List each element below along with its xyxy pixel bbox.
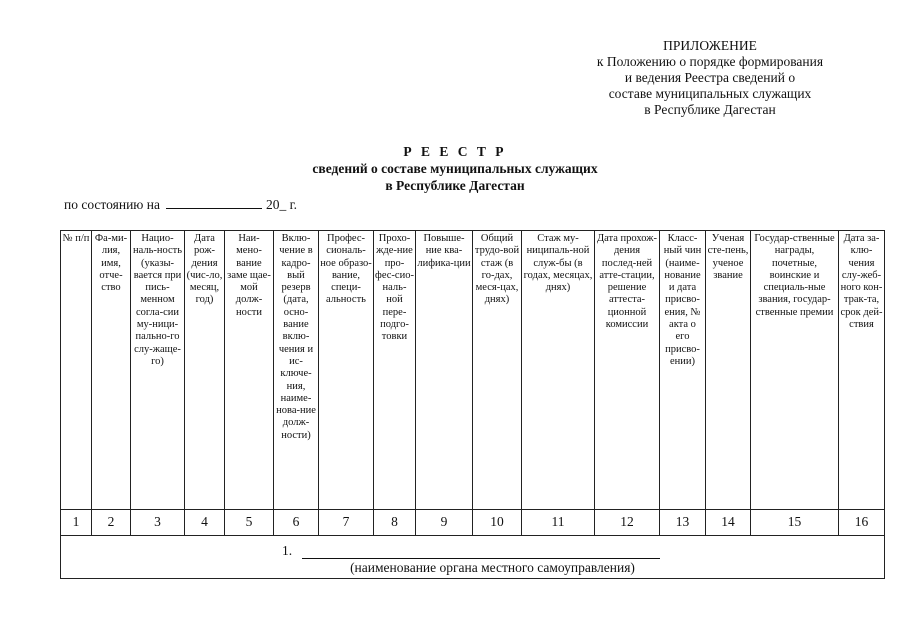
column-header: Дата прохож-дения послед-ней атте-стации, решение аттеста-ционной комиссии <box>595 231 660 510</box>
column-number: 8 <box>374 510 416 536</box>
column-number: 16 <box>839 510 885 536</box>
column-header: Фа-ми-лия, имя, отче-ство <box>92 231 131 510</box>
registry-table <box>60 230 885 579</box>
column-header: Стаж му-ниципаль-ной служ-бы (в годах, месяцах, днях) <box>522 231 595 510</box>
column-number: 2 <box>92 510 131 536</box>
column-header: Дата рож-дения (чис-ло, месяц, год) <box>185 231 225 510</box>
org-name-blank <box>302 558 660 559</box>
column-number: 4 <box>185 510 225 536</box>
org-name-line <box>61 543 884 561</box>
column-number: 9 <box>416 510 473 536</box>
column-number-row <box>61 510 885 536</box>
state-suffix: 20_ г. <box>265 197 297 212</box>
org-number: 1. <box>282 543 293 558</box>
column-number: 10 <box>473 510 522 536</box>
state-as-of-line <box>64 196 297 213</box>
column-header: Вклю-чение в кадро-вый резерв (дата, осно-вание вклю-чения и ис-ключе-ния, наиме-нова-ние долж-ности) <box>274 231 319 510</box>
appendix-line: составе муниципальных служащих <box>608 86 812 101</box>
column-number: 6 <box>274 510 319 536</box>
appendix-line: в Республике Дагестан <box>644 102 776 117</box>
column-number: 13 <box>660 510 706 536</box>
column-number: 7 <box>319 510 374 536</box>
appendix-line: к Положению о порядке формирования <box>596 54 824 69</box>
appendix-line: ПРИЛОЖЕНИЕ <box>663 38 757 53</box>
registry-heading: Р Е Е С Т Р <box>403 144 507 159</box>
state-prefix: по состоянию на <box>64 197 160 212</box>
appendix-line: и ведения Реестра сведений о <box>624 70 796 85</box>
column-number: 14 <box>706 510 751 536</box>
column-number: 11 <box>522 510 595 536</box>
date-blank-line <box>166 196 262 209</box>
appendix-block <box>520 38 900 118</box>
org-caption: (наименование органа местного самоуправления) <box>350 560 635 575</box>
column-header: Наи-мено-вание заме щае-мой долж-ности <box>225 231 274 510</box>
column-header: Повыше-ние ква-лифика-ции <box>416 231 473 510</box>
column-header: Класс-ный чин (наиме-нование и дата присво-ения, № акта о его присво-ении) <box>660 231 706 510</box>
column-number: 3 <box>131 510 185 536</box>
column-header: Дата за-клю-чения слу-жеб-ного кон-трак-та, срок дей-ствия <box>839 231 885 510</box>
header-row <box>61 231 885 510</box>
column-number: 1 <box>61 510 92 536</box>
registry-subtitle-line2: в Республике Дагестан <box>385 178 525 193</box>
column-number: 12 <box>595 510 660 536</box>
org-row <box>61 536 885 579</box>
column-header: Прохо-жде-ние про-фес-сио-наль-ной пере-подго-товки <box>374 231 416 510</box>
column-header: Ученая сте-пень, ученое звание <box>706 231 751 510</box>
column-header: Нацио-наль-ность (указы-вается при пись-менном согла-сии му-ници-пально-го слу-жаще-го) <box>131 231 185 510</box>
registry-title <box>250 143 660 194</box>
column-header: Профес-сиональ-ное образо-вание, специ-альность <box>319 231 374 510</box>
column-number: 5 <box>225 510 274 536</box>
column-header: Государ-ственные награды, почетные, воинские и специаль-ные звания, государ-ственные премии <box>751 231 839 510</box>
org-cell <box>61 536 885 579</box>
column-header: Общий трудо-вой стаж (в го-дах, меся-цах, днях) <box>473 231 522 510</box>
column-header: № п/п <box>61 231 92 510</box>
registry-subtitle-line1: сведений о составе муниципальных служащих <box>312 161 598 176</box>
column-number: 15 <box>751 510 839 536</box>
